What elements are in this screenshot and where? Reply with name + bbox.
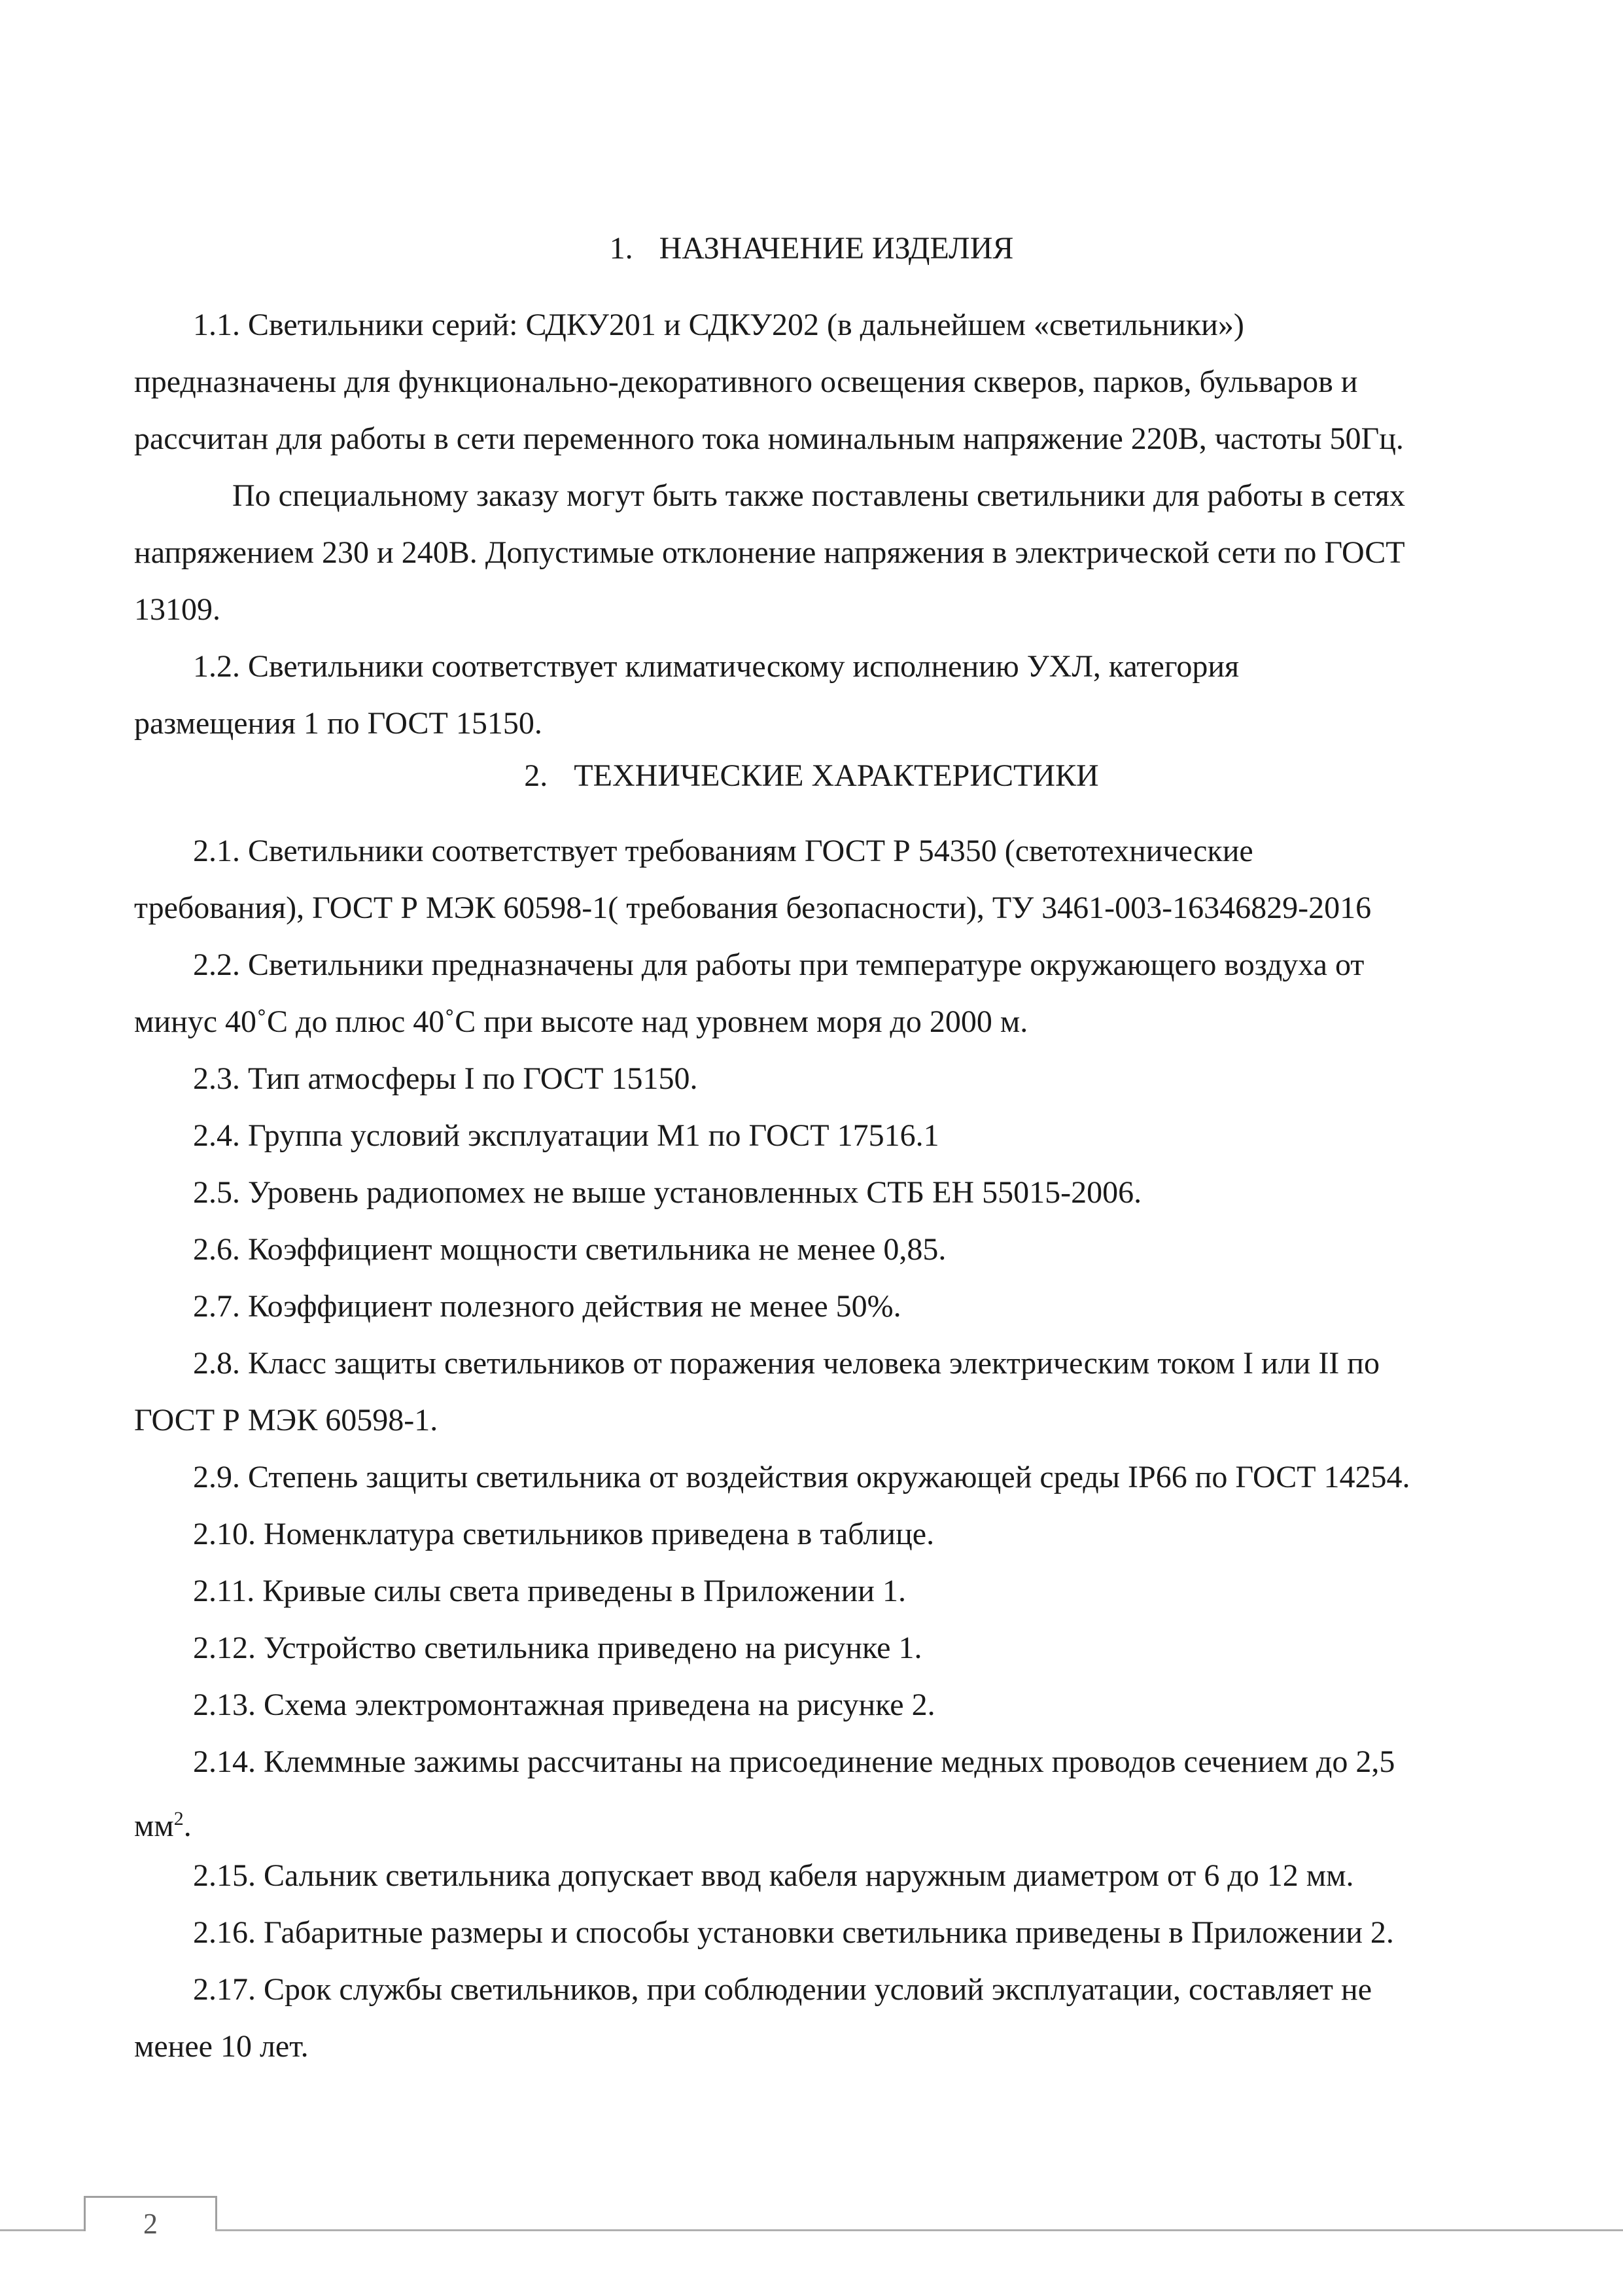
text-line: размещения 1 по ГОСТ 15150. [134, 706, 542, 741]
paragraph-2-1 [134, 822, 1475, 936]
text-line: минус 40˚С до плюс 40˚С при высоте над уровнем моря до 2000 м. [134, 1004, 1028, 1039]
unit-mm: мм [134, 1809, 174, 1843]
paragraph-2-4 [134, 1107, 1475, 1164]
paragraph-2-10 [134, 1506, 1475, 1563]
paragraph-2-3 [134, 1050, 1475, 1107]
paragraph-1-2 [134, 638, 1475, 752]
paragraph-2-17 [134, 1961, 1475, 2075]
text-line: 2.3. Тип атмосферы I по ГОСТ 15150. [193, 1061, 698, 1096]
section-2-number: 2. [524, 758, 548, 793]
paragraph-2-6 [134, 1221, 1475, 1278]
paragraph-1-1-special-order [134, 467, 1475, 638]
footer-divider-right [215, 2229, 1623, 2231]
paragraph-2-5 [134, 1164, 1475, 1221]
section-1-title: НАЗНАЧЕНИЕ ИЗДЕЛИЯ [659, 231, 1014, 266]
text-line: 2.8. Класс защиты светильников от поражения человека электрическим током I или II по [193, 1346, 1380, 1381]
paragraph-2-11 [134, 1563, 1475, 1619]
text-line: По специальному заказу могут быть также поставлены светильники для работы в сетях [232, 478, 1405, 513]
text-line: 2.11. Кривые силы света приведены в Приложении 1. [193, 1574, 906, 1608]
paragraph-2-13 [134, 1676, 1475, 1733]
section-1-heading [0, 229, 1623, 268]
paragraph-2-7 [134, 1278, 1475, 1335]
paragraph-2-15 [134, 1847, 1475, 1904]
paragraph-1-1 [134, 296, 1475, 467]
text-line: 2.6. Коэффициент мощности светильника не менее 0,85. [193, 1232, 947, 1267]
text-line: предназначены для функционально-декоративного освещения скверов, парков, бульваров и [134, 364, 1358, 399]
section-2-heading [0, 756, 1623, 796]
page-number-tab [84, 2196, 217, 2240]
text-line: 1.2. Светильники соответствует климатическому исполнению УХЛ, категория [193, 649, 1240, 684]
text-line: менее 10 лет. [134, 2029, 309, 2064]
paragraph-2-8 [134, 1335, 1475, 1449]
section-1-number: 1. [609, 231, 633, 266]
text-line: 2.7. Коэффициент полезного действия не менее 50%. [193, 1289, 901, 1324]
paragraph-2-2 [134, 936, 1475, 1050]
text-line [134, 1790, 1475, 1854]
text-line: 2.9. Степень защиты светильника от воздействия окружающей среды IP66 по ГОСТ 14254. [193, 1460, 1410, 1494]
text-line: ГОСТ Р МЭК 60598-1. [134, 1403, 438, 1438]
text-line: 2.2. Светильники предназначены для работы при температуре окружающего воздуха от [193, 947, 1365, 982]
text-line: 2.12. Устройство светильника приведено на рисунке 1. [193, 1631, 922, 1665]
page-number: 2 [143, 2208, 158, 2240]
text-line: 2.4. Группа условий эксплуатации М1 по ГОСТ 17516.1 [193, 1118, 939, 1153]
footer-divider-left [0, 2229, 84, 2231]
text-line: 2.5. Уровень радиопомех не выше установленных СТБ ЕН 55015-2006. [193, 1175, 1142, 1210]
text-line: 2.10. Номенклатура светильников приведена в таблице. [193, 1517, 935, 1551]
paragraph-2-9 [134, 1449, 1475, 1506]
text-line: 1.1. Светильники серий: СДКУ201 и СДКУ202 (в дальнейшем «светильники») [193, 308, 1244, 342]
period: . [183, 1809, 192, 1843]
text-line: напряжением 230 и 240В. Допустимые отклонение напряжения в электрической сети по ГОСТ [134, 535, 1405, 570]
text-line: рассчитан для работы в сети переменного тока номинальным напряжение 220В, частоты 50Гц. [134, 421, 1404, 456]
text-line: 2.14. Клеммные зажимы рассчитаны на присоединение медных проводов сечением до 2,5 [193, 1744, 1395, 1779]
text-line: 2.13. Схема электромонтажная приведена на рисунке 2. [193, 1687, 935, 1722]
text-line: требования), ГОСТ Р МЭК 60598-1( требования безопасности), ТУ 3461-003-16346829-2016 [134, 891, 1372, 925]
text-line: 2.17. Срок службы светильников, при соблюдении условий эксплуатации, составляет не [193, 1972, 1372, 2007]
section-2-title: ТЕХНИЧЕСКИЕ ХАРАКТЕРИСТИКИ [574, 758, 1099, 793]
text-line: 2.15. Сальник светильника допускает ввод кабеля наружным диаметром от 6 до 12 мм. [193, 1858, 1354, 1893]
text-line: 13109. [134, 592, 220, 627]
text-line: 2.16. Габаритные размеры и способы установки светильника приведены в Приложении 2. [193, 1915, 1394, 1950]
text-line: 2.1. Светильники соответствует требованиям ГОСТ Р 54350 (светотехнические [193, 834, 1253, 868]
paragraph-2-16 [134, 1904, 1475, 1961]
paragraph-2-14 [134, 1733, 1475, 1854]
paragraph-2-12 [134, 1619, 1475, 1676]
superscript: 2 [173, 1808, 184, 1829]
